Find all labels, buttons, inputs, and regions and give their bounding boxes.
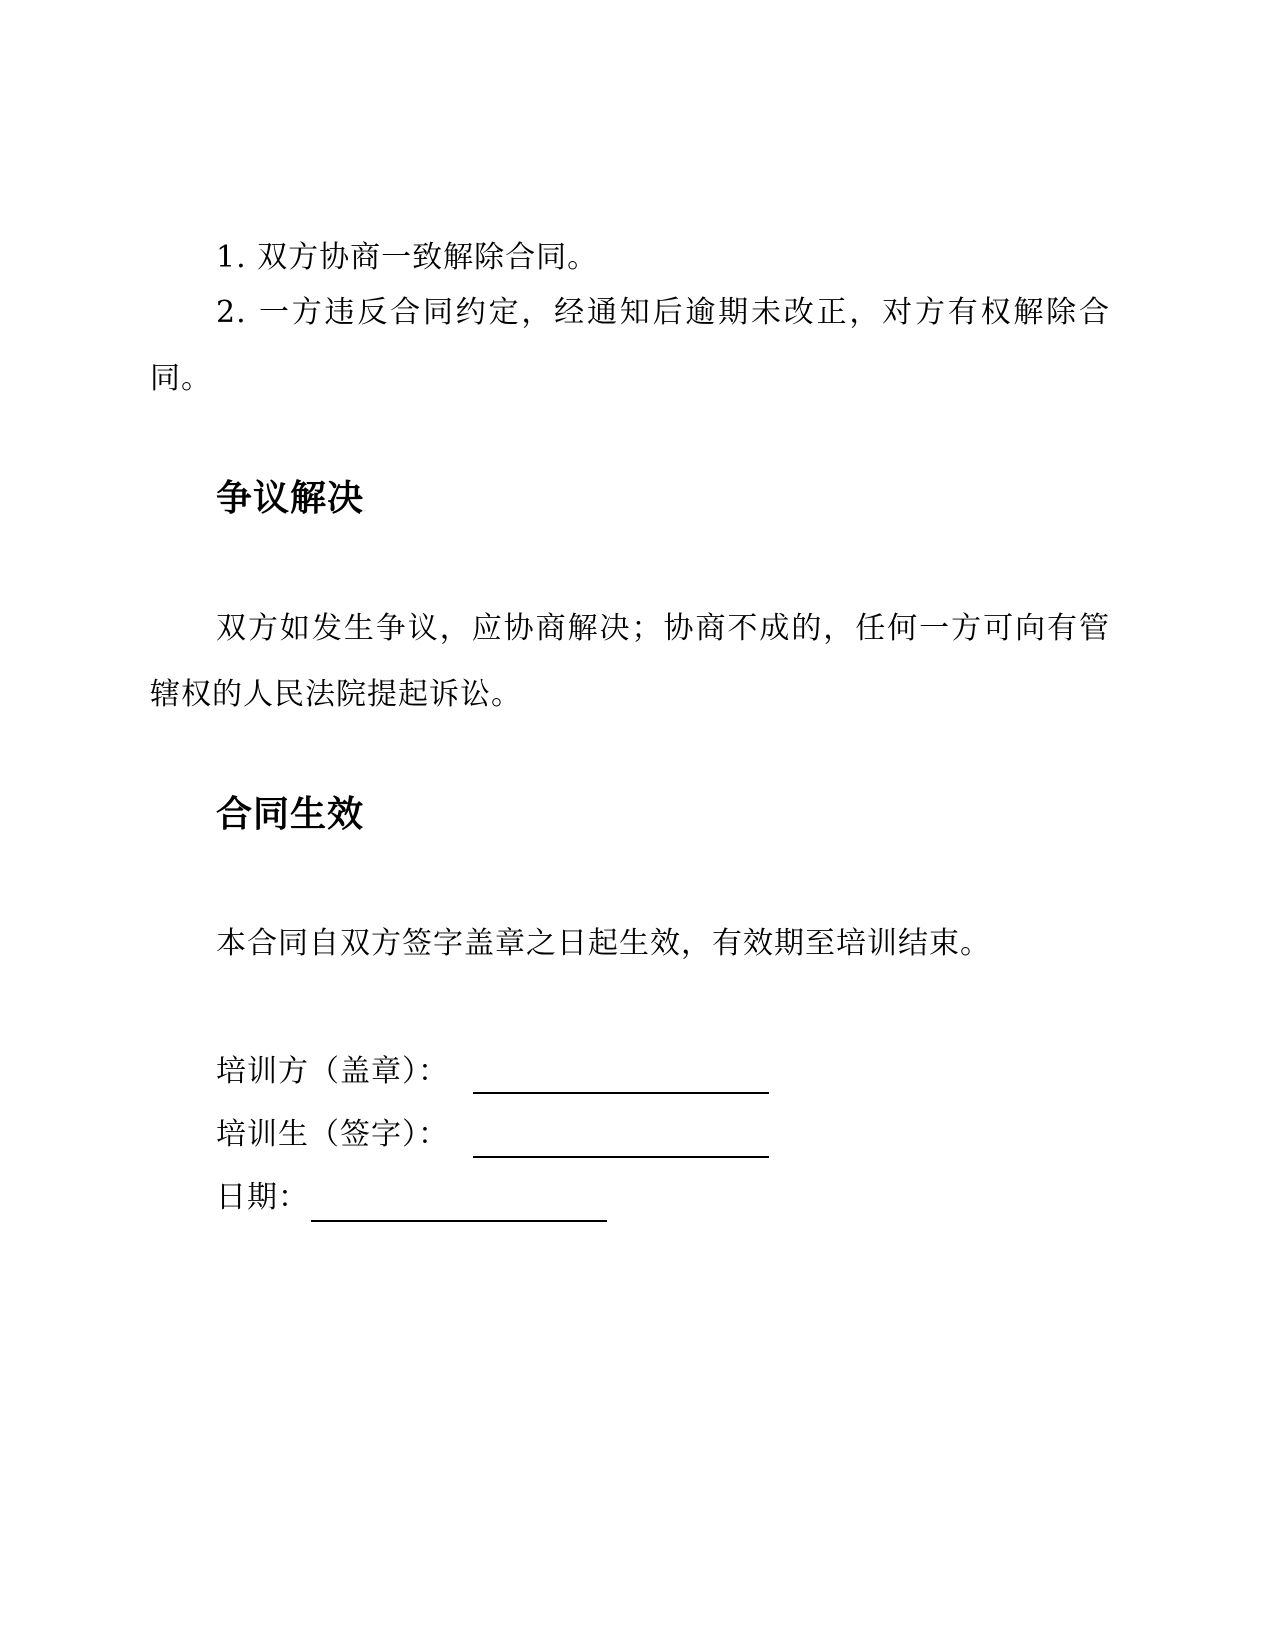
effect-paragraph: 本合同自双方签字盖章之日起生效，有效期至培训结束。 [216, 926, 991, 961]
termination-item-1: 1. 双方协商一致解除合同。 [216, 240, 599, 275]
effect-heading: 合同生效 [216, 794, 365, 835]
dispute-heading: 争议解决 [216, 478, 365, 519]
trainer-seal-line[interactable] [473, 1092, 769, 1094]
termination-item-2: 2. 一方违反合同约定，经通知后逾期未改正，对方有权解除合同。 [150, 295, 1110, 396]
trainee-signature-line[interactable] [473, 1156, 769, 1158]
date-line[interactable] [311, 1220, 607, 1222]
trainee-signature-label: 培训生（签字）： [216, 1117, 449, 1152]
date-label: 日期： [216, 1180, 309, 1215]
dispute-paragraph: 双方如发生争议，应协商解决；协商不成的，任何一方可向有管辖权的人民法院提起诉讼。 [150, 611, 1110, 712]
trainer-seal-label: 培训方（盖章）： [216, 1054, 449, 1089]
